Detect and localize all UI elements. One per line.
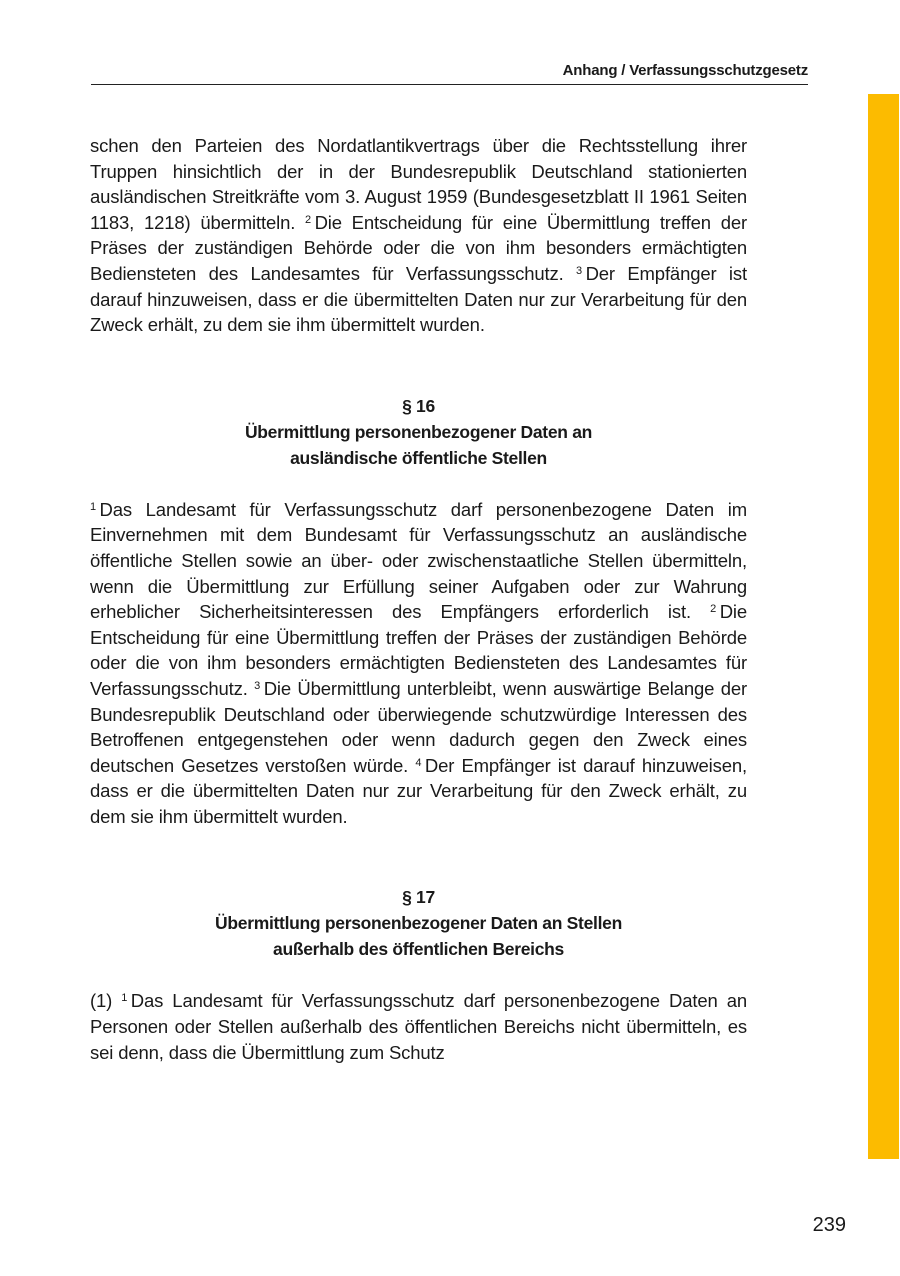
running-header: [91, 58, 808, 85]
sentence-number: 4: [415, 756, 422, 769]
section-16-sentence-4: Der Empfänger ist darauf hinzuweisen, dass er die übermittelten Daten nur zur Verarbeitung für den Zweck erhält, zu dem sie ihm übermittelt wurden.: [90, 754, 747, 827]
section-16-sentence-2: Die Entscheidung für eine Übermittlung treffen der Präses der zuständigen Behörde oder die von ihm besonders ermächtigten Bediensteten des Landesamtes für Verfassungsschutz.: [90, 601, 747, 699]
section-17-sentence-1: Das Landesamt für Verfassungsschutz darf personenbezogene Daten an Personen oder Stellen außerhalb des öffentlichen Bereichs nicht übermitteln, es sei denn, dass die Übermittlung zum Schutz: [90, 990, 747, 1063]
running-title: Anhang / Verfassungsschutzgesetz: [562, 62, 808, 79]
sentence-number: 3: [254, 679, 261, 692]
section-17-number: § 17: [402, 887, 435, 908]
sentence-number: 3: [576, 264, 582, 277]
chapter-color-bar: [868, 94, 899, 1159]
sentence-number: 1: [90, 500, 96, 513]
section-16-sentence-3: Die Übermittlung unterbleibt, wenn auswärtige Belange der Bundesrepublik Deutschland oder überwiegende schutzwürdige Interessen des Betroffenen entgegenstehen oder wenn dadurch gegen den Zweck eines deutschen Gesetzes verstoßen würde.: [90, 677, 747, 776]
section-16-paragraph: [90, 497, 747, 830]
continuation-sentence-1: schen den Parteien des Nordatlantikvertrags über die Rechtsstellung ihrer Truppen hinsichtlich der in der Bundesrepublik Deutschland stationierten ausländischen Streitkräfte vom 3. August 1959 (Bundesgesetzblatt II 1961 Seiten 1183, 1218) übermitteln.: [90, 135, 747, 233]
section-16-sentence-1: Das Landesamt für Verfassungsschutz darf personenbezogene Daten im Einvernehmen mit dem Bundesamt für Verfassungsschutz an ausländische öffentliche Stellen sowie an über- oder zwischenstaatliche Stellen übermitteln, wenn die Übermittlung zur Erfüllung seiner Aufgaben oder zur Wahrung erheblicher Sicherheitsinteressen des Empfängers erforderlich ist.: [90, 498, 747, 623]
section-16-heading: [90, 393, 747, 471]
continuation-paragraph: [90, 133, 747, 338]
section-16-title-line-1: Übermittlung personenbezogener Daten an: [244, 421, 593, 442]
sentence-number: 2: [305, 213, 311, 226]
page-number: 239: [812, 1214, 846, 1236]
sentence-number: 1: [121, 992, 128, 1005]
continuation-sentence-3: Der Empfänger ist darauf hinzuweisen, dass er die übermittelten Daten nur zur Verarbeitung für den Zweck erhält, zu dem sie ihm übermittelt wurden.: [90, 262, 747, 336]
section-17-paragraph-1: [90, 988, 747, 1065]
section-16-title-line-2: ausländische öffentliche Stellen: [290, 447, 547, 468]
section-17-title-line-2: außerhalb des öffentlichen Bereichs: [273, 939, 564, 960]
sentence-number: 2: [710, 603, 717, 616]
page-content: [90, 133, 747, 1065]
section-17-heading: [90, 884, 747, 962]
continuation-sentence-2: Die Entscheidung für eine Übermittlung treffen der Präses der zuständigen Behörde oder die von ihm besonders ermächtigten Bediensteten des Landesamtes für Verfassungsschutz.: [90, 211, 747, 284]
paragraph-label: (1): [90, 990, 113, 1012]
section-16-number: § 16: [402, 395, 435, 416]
section-17-title-line-1: Übermittlung personenbezogener Daten an Stellen: [215, 913, 622, 934]
